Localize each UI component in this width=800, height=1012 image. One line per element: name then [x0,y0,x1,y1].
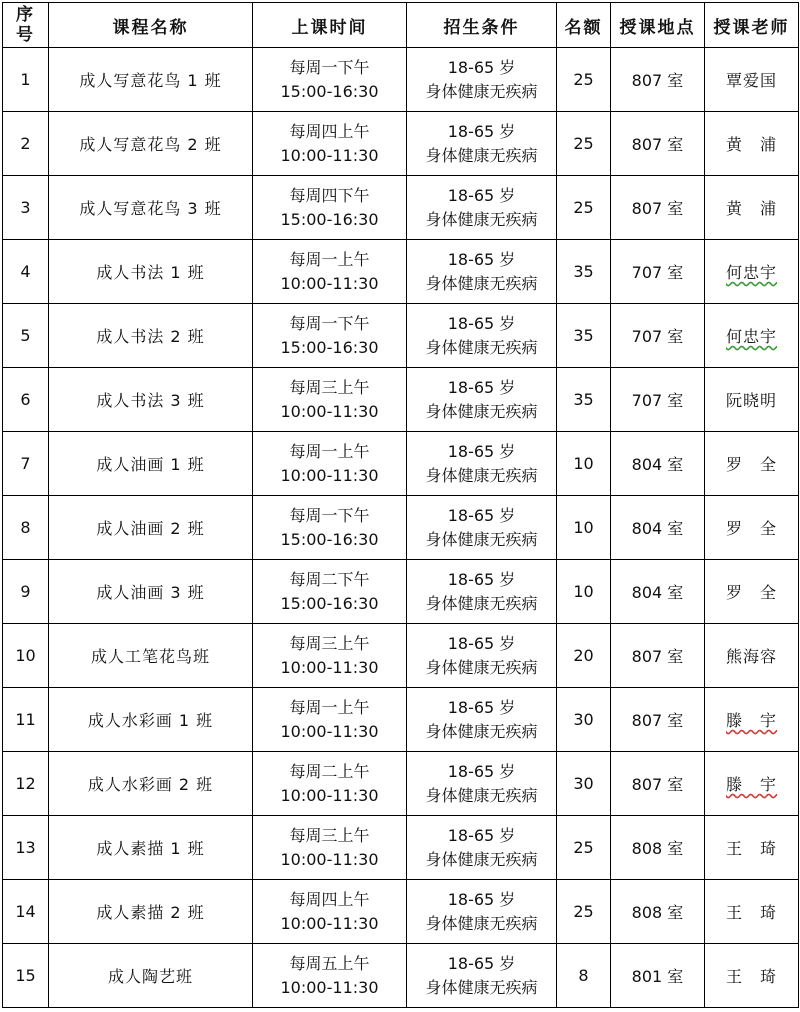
cell-course-name [49,368,253,432]
cell-class-time [253,112,407,176]
cell-enrollment-condition-cond-age: 18-65 岁 [447,953,516,973]
cell-class-time-time-day: 每周三上午 [289,633,370,653]
cell-no-no: 9 [20,582,31,601]
cell-enrollment-condition-cond-age: 18-65 岁 [447,121,516,141]
cell-course-name-name: 成人书法 1 班 [96,263,205,282]
cell-course-name [49,112,253,176]
cell-no [3,240,49,304]
course-schedule-table [2,2,799,1008]
cell-enrollment-condition-cond-health: 身体健康无疾病 [425,465,538,485]
cell-location-room: 807 室 [631,71,684,90]
cell-enrollment-condition [407,48,557,112]
cell-enrollment-condition [407,688,557,752]
cell-class-time [253,368,407,432]
cell-location-room: 808 室 [631,903,684,922]
cell-location-room: 807 室 [631,135,684,154]
cell-quota-quota: 25 [573,134,594,153]
cell-class-time-time-range: 10:00-11:30 [280,913,379,933]
cell-no-no: 14 [15,902,36,921]
cell-location [611,112,705,176]
cell-class-time [253,432,407,496]
cell-no [3,752,49,816]
cell-class-time [253,880,407,944]
cell-quota-quota: 8 [578,966,589,985]
cell-class-time-time-day: 每周二上午 [289,761,370,781]
cell-no [3,560,49,624]
cell-class-time [253,816,407,880]
cell-location-room: 804 室 [631,455,684,474]
cell-enrollment-condition [407,944,557,1008]
cell-no [3,48,49,112]
header-no-line1: 序 [16,5,35,25]
table-row [3,368,799,432]
table-row [3,880,799,944]
cell-quota [557,368,611,432]
table-row [3,112,799,176]
cell-enrollment-condition-cond-age: 18-65 岁 [447,569,516,589]
cell-course-name [49,816,253,880]
cell-no-no: 1 [20,70,31,89]
cell-teacher-teacher: 何忠宇 [725,327,777,346]
cell-course-name [49,496,253,560]
cell-class-time-time-day: 每周四上午 [289,889,370,909]
cell-enrollment-condition [407,752,557,816]
cell-teacher [705,432,799,496]
cell-course-name-name: 成人油画 3 班 [96,583,205,602]
cell-no-no: 3 [20,198,31,217]
cell-location [611,752,705,816]
cell-class-time-time-day: 每周一下午 [289,505,370,525]
cell-enrollment-condition [407,304,557,368]
header-row [3,3,799,48]
cell-course-name-name: 成人水彩画 2 班 [87,775,214,794]
cell-enrollment-condition-cond-health: 身体健康无疾病 [425,849,538,869]
cell-no [3,112,49,176]
cell-class-time [253,496,407,560]
cell-class-time [253,624,407,688]
cell-no-no: 13 [15,838,36,857]
cell-location [611,880,705,944]
cell-class-time [253,304,407,368]
cell-teacher-teacher: 王 琦 [725,839,777,858]
cell-enrollment-condition-cond-age: 18-65 岁 [447,761,516,781]
cell-teacher [705,48,799,112]
header-no-line2: 号 [16,25,35,45]
cell-class-time-time-range: 10:00-11:30 [280,977,379,997]
table-row [3,432,799,496]
cell-class-time-time-range: 10:00-11:30 [280,849,379,869]
cell-no [3,624,49,688]
cell-enrollment-condition-cond-health: 身体健康无疾病 [425,81,538,101]
cell-teacher-teacher: 滕 宇 [725,711,777,730]
cell-class-time-time-range: 15:00-16:30 [280,529,379,549]
header-quota: 名额 [557,3,611,48]
cell-course-name-name: 成人油画 1 班 [96,455,205,474]
cell-enrollment-condition-cond-age: 18-65 岁 [447,185,516,205]
cell-teacher-teacher: 王 琦 [725,903,777,922]
header-location: 授课地点 [611,3,705,48]
header-teacher: 授课老师 [705,3,799,48]
cell-enrollment-condition-cond-age: 18-65 岁 [447,57,516,77]
cell-class-time-time-day: 每周一下午 [289,313,370,333]
cell-class-time-time-range: 10:00-11:30 [280,721,379,741]
cell-class-time-time-day: 每周五上午 [289,953,370,973]
header-no [3,3,49,48]
cell-quota [557,240,611,304]
cell-teacher [705,624,799,688]
cell-course-name-name: 成人陶艺班 [107,967,193,986]
cell-teacher-teacher: 熊海容 [725,647,777,666]
cell-quota [557,48,611,112]
cell-location-room: 804 室 [631,519,684,538]
cell-enrollment-condition-cond-age: 18-65 岁 [447,249,516,269]
cell-class-time [253,176,407,240]
cell-enrollment-condition-cond-health: 身体健康无疾病 [425,529,538,549]
cell-quota-quota: 10 [573,518,594,537]
table-row [3,816,799,880]
cell-class-time [253,48,407,112]
cell-course-name [49,432,253,496]
table-row [3,176,799,240]
cell-course-name [49,624,253,688]
cell-class-time-time-day: 每周四下午 [289,185,370,205]
cell-class-time-time-range: 15:00-16:30 [280,593,379,613]
cell-course-name [49,560,253,624]
cell-no [3,176,49,240]
cell-class-time-time-range: 10:00-11:30 [280,401,379,421]
cell-teacher-teacher: 黄 浦 [725,199,777,218]
cell-teacher [705,688,799,752]
cell-teacher [705,816,799,880]
cell-quota [557,816,611,880]
header-class-time: 上课时间 [253,3,407,48]
cell-teacher-teacher: 王 琦 [725,967,777,986]
cell-teacher [705,880,799,944]
table-row [3,624,799,688]
cell-enrollment-condition-cond-health: 身体健康无疾病 [425,977,538,997]
cell-course-name [49,944,253,1008]
cell-location-room: 808 室 [631,839,684,858]
cell-enrollment-condition-cond-health: 身体健康无疾病 [425,273,538,293]
cell-enrollment-condition-cond-age: 18-65 岁 [447,377,516,397]
cell-class-time-time-range: 10:00-11:30 [280,657,379,677]
cell-quota-quota: 25 [573,198,594,217]
cell-class-time-time-day: 每周四上午 [289,121,370,141]
cell-teacher-teacher: 罗 全 [725,519,777,538]
cell-enrollment-condition-cond-health: 身体健康无疾病 [425,657,538,677]
cell-course-name [49,176,253,240]
cell-class-time [253,688,407,752]
cell-quota [557,688,611,752]
cell-no-no: 5 [20,326,31,345]
cell-enrollment-condition-cond-age: 18-65 岁 [447,313,516,333]
cell-no-no: 6 [20,390,31,409]
cell-class-time-time-day: 每周一上午 [289,697,370,717]
cell-teacher-teacher: 黄 浦 [725,135,777,154]
cell-class-time-time-range: 15:00-16:30 [280,337,379,357]
cell-class-time-time-range: 10:00-11:30 [280,273,379,293]
cell-teacher-teacher: 滕 宇 [725,775,777,794]
cell-location-room: 807 室 [631,647,684,666]
cell-location-room: 707 室 [631,327,684,346]
cell-location [611,176,705,240]
table-row [3,944,799,1008]
cell-class-time-time-day: 每周三上午 [289,377,370,397]
cell-no-no: 8 [20,518,31,537]
cell-course-name-name: 成人写意花鸟 3 班 [79,199,222,218]
cell-quota [557,624,611,688]
cell-enrollment-condition-cond-age: 18-65 岁 [447,505,516,525]
cell-course-name-name: 成人工笔花鸟班 [90,647,210,666]
cell-teacher [705,112,799,176]
cell-course-name [49,752,253,816]
cell-course-name-name: 成人书法 2 班 [96,327,205,346]
cell-quota [557,880,611,944]
table-body [3,48,799,1008]
cell-enrollment-condition [407,368,557,432]
table-header [3,3,799,48]
cell-location-room: 804 室 [631,583,684,602]
cell-no-no: 2 [20,134,31,153]
cell-location-room: 807 室 [631,775,684,794]
cell-course-name [49,880,253,944]
cell-no-no: 10 [15,646,36,665]
cell-enrollment-condition [407,432,557,496]
cell-teacher-teacher: 覃爱国 [725,71,777,90]
header-course-name: 课程名称 [49,3,253,48]
cell-teacher-teacher: 何忠宇 [725,263,777,282]
cell-quota [557,304,611,368]
cell-enrollment-condition-cond-health: 身体健康无疾病 [425,785,538,805]
cell-no-no: 15 [15,966,36,985]
cell-location [611,432,705,496]
cell-teacher [705,368,799,432]
cell-location [611,48,705,112]
cell-enrollment-condition-cond-health: 身体健康无疾病 [425,913,538,933]
cell-enrollment-condition-cond-age: 18-65 岁 [447,697,516,717]
cell-course-name-name: 成人写意花鸟 1 班 [79,71,222,90]
cell-enrollment-condition-cond-age: 18-65 岁 [447,889,516,909]
cell-enrollment-condition [407,176,557,240]
cell-quota-quota: 30 [573,774,594,793]
cell-quota-quota: 10 [573,582,594,601]
cell-class-time [253,240,407,304]
cell-quota [557,560,611,624]
header-enrollment-condition: 招生条件 [407,3,557,48]
table-row [3,560,799,624]
cell-teacher [705,560,799,624]
cell-class-time [253,752,407,816]
cell-no-no: 4 [20,262,31,281]
cell-class-time-time-day: 每周二下午 [289,569,370,589]
cell-enrollment-condition-cond-health: 身体健康无疾病 [425,401,538,421]
cell-teacher [705,176,799,240]
table-row [3,240,799,304]
cell-teacher [705,944,799,1008]
cell-no-no: 7 [20,454,31,473]
cell-teacher [705,240,799,304]
cell-no [3,944,49,1008]
cell-enrollment-condition-cond-health: 身体健康无疾病 [425,145,538,165]
cell-course-name-name: 成人素描 1 班 [96,839,205,858]
cell-enrollment-condition-cond-health: 身体健康无疾病 [425,721,538,741]
cell-no-no: 11 [15,710,36,729]
cell-course-name-name: 成人写意花鸟 2 班 [79,135,222,154]
table-row [3,304,799,368]
cell-quota [557,176,611,240]
cell-location-room: 801 室 [631,967,684,986]
cell-course-name-name: 成人水彩画 1 班 [87,711,214,730]
cell-course-name-name: 成人素描 2 班 [96,903,205,922]
cell-quota [557,112,611,176]
cell-no [3,496,49,560]
cell-course-name [49,240,253,304]
cell-quota-quota: 10 [573,454,594,473]
cell-no [3,688,49,752]
cell-location [611,816,705,880]
cell-teacher-teacher: 罗 全 [725,455,777,474]
cell-class-time-time-day: 每周三上午 [289,825,370,845]
cell-enrollment-condition-cond-age: 18-65 岁 [447,441,516,461]
cell-quota-quota: 35 [573,326,594,345]
cell-enrollment-condition [407,816,557,880]
cell-enrollment-condition [407,880,557,944]
cell-class-time-time-range: 15:00-16:30 [280,209,379,229]
cell-quota-quota: 35 [573,390,594,409]
cell-quota [557,752,611,816]
cell-class-time-time-day: 每周一下午 [289,57,370,77]
cell-location [611,688,705,752]
cell-class-time-time-range: 10:00-11:30 [280,465,379,485]
cell-class-time-time-range: 10:00-11:30 [280,785,379,805]
cell-location [611,496,705,560]
cell-location [611,368,705,432]
table-row [3,496,799,560]
cell-quota-quota: 25 [573,902,594,921]
cell-enrollment-condition-cond-age: 18-65 岁 [447,633,516,653]
cell-no [3,432,49,496]
cell-class-time-time-day: 每周一上午 [289,249,370,269]
cell-quota [557,432,611,496]
cell-enrollment-condition [407,560,557,624]
cell-enrollment-condition-cond-health: 身体健康无疾病 [425,593,538,613]
cell-location-room: 807 室 [631,199,684,218]
cell-no [3,368,49,432]
cell-teacher [705,752,799,816]
cell-location [611,240,705,304]
cell-quota-quota: 20 [573,646,594,665]
cell-course-name [49,688,253,752]
cell-enrollment-condition [407,496,557,560]
table-row [3,752,799,816]
cell-course-name-name: 成人书法 3 班 [96,391,205,410]
cell-course-name [49,48,253,112]
cell-quota-quota: 25 [573,838,594,857]
cell-enrollment-condition [407,240,557,304]
cell-enrollment-condition-cond-health: 身体健康无疾病 [425,209,538,229]
table-row [3,688,799,752]
cell-enrollment-condition-cond-age: 18-65 岁 [447,825,516,845]
cell-no-no: 12 [15,774,36,793]
cell-quota [557,944,611,1008]
cell-location-room: 707 室 [631,391,684,410]
cell-class-time-time-day: 每周一上午 [289,441,370,461]
cell-quota-quota: 25 [573,70,594,89]
cell-class-time [253,560,407,624]
cell-enrollment-condition [407,624,557,688]
table-row [3,48,799,112]
cell-enrollment-condition-cond-health: 身体健康无疾病 [425,337,538,357]
cell-class-time [253,944,407,1008]
cell-location-room: 807 室 [631,711,684,730]
cell-teacher [705,304,799,368]
cell-class-time-time-range: 15:00-16:30 [280,81,379,101]
cell-enrollment-condition [407,112,557,176]
cell-location [611,944,705,1008]
cell-teacher-teacher: 罗 全 [725,583,777,602]
cell-location-room: 707 室 [631,263,684,282]
cell-course-name-name: 成人油画 2 班 [96,519,205,538]
cell-quota-quota: 35 [573,262,594,281]
cell-teacher-teacher: 阮晓明 [725,391,777,410]
cell-class-time-time-range: 10:00-11:30 [280,145,379,165]
cell-quota-quota: 30 [573,710,594,729]
cell-quota [557,496,611,560]
cell-location [611,624,705,688]
cell-teacher [705,496,799,560]
cell-no [3,304,49,368]
cell-course-name [49,304,253,368]
cell-no [3,880,49,944]
cell-location [611,304,705,368]
cell-no [3,816,49,880]
cell-location [611,560,705,624]
